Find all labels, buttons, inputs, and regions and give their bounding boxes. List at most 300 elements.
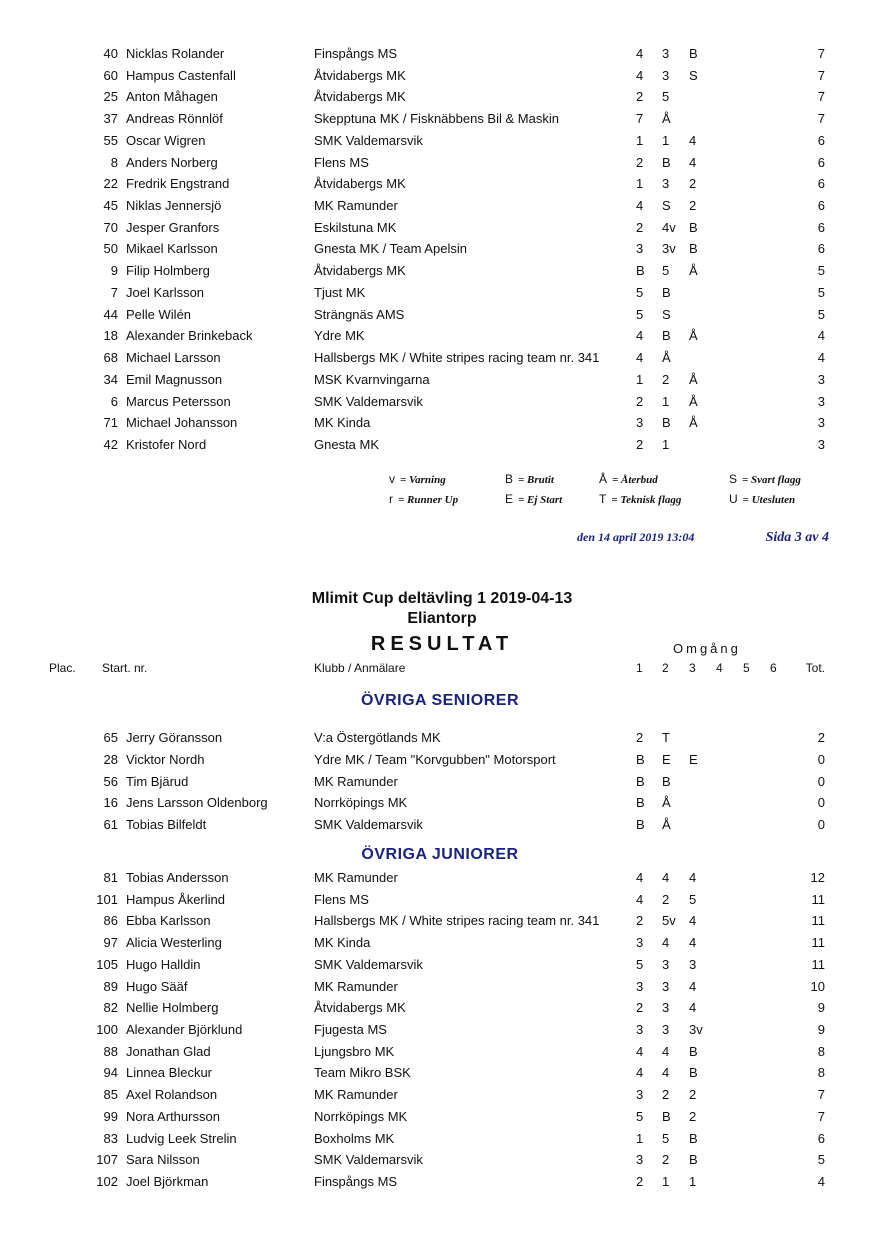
round-1-result: 2 <box>636 730 644 745</box>
legend-item <box>729 492 795 506</box>
round-2-result: B <box>662 1108 671 1124</box>
round-1-result: 7 <box>636 111 644 127</box>
round-3-result: B <box>689 46 698 61</box>
round-3-result: 2 <box>689 1087 697 1103</box>
round-2-result: 1 <box>662 132 670 148</box>
round-1-result: 3 <box>636 1087 644 1103</box>
footer-page-number: Sida 3 av 4 <box>765 530 829 545</box>
total-points: 11 <box>811 913 825 929</box>
club-name: SMK Valdemarsvik <box>314 1152 423 1168</box>
round-2-result: 1 <box>662 436 670 452</box>
table-row <box>0 68 880 88</box>
table-row <box>0 46 880 66</box>
table-row <box>0 307 880 327</box>
event-venue: Eliantorp <box>407 610 477 627</box>
round-2-result: 2 <box>662 371 670 387</box>
round-1-result: 3 <box>636 935 644 951</box>
col-round-6: 6 <box>770 661 777 675</box>
round-2-result: Å <box>662 350 671 366</box>
driver-name: Emil Magnusson <box>126 371 223 387</box>
legend-value: = Runner Up <box>398 494 459 506</box>
total-points: 6 <box>817 198 825 214</box>
round-2-result: 1 <box>662 393 670 409</box>
total-points: 5 <box>817 1152 825 1168</box>
driver-name: Jonathan Glad <box>126 1043 211 1059</box>
club-name: MK Ramunder <box>314 870 398 885</box>
total-points: 3 <box>817 436 825 452</box>
start-number: 88 <box>103 1043 118 1059</box>
round-3-result: 4 <box>689 913 697 929</box>
legend-value: = Ej Start <box>518 494 563 506</box>
club-name: Ydre MK / Team "Korvgubben" Motorsport <box>314 751 556 767</box>
total-points: 9 <box>817 1000 825 1016</box>
legend-value: = Varning <box>400 474 446 486</box>
legend-item <box>599 492 681 506</box>
club-name: MK Kinda <box>314 415 371 431</box>
legend-item <box>505 472 554 486</box>
round-2-result: B <box>662 284 671 300</box>
table-row <box>0 1152 880 1172</box>
club-name: Strängnäs AMS <box>314 306 405 322</box>
legend-key: U <box>729 492 738 506</box>
driver-name: Pelle Wilén <box>126 306 192 322</box>
total-points: 7 <box>817 46 825 61</box>
club-name: SMK Valdemarsvik <box>314 132 423 148</box>
driver-name: Anton Måhagen <box>126 89 218 105</box>
legend-key: Å <box>599 472 608 486</box>
table-row <box>0 1000 880 1020</box>
club-name: Åtvidabergs MK <box>314 263 406 279</box>
total-points: 0 <box>817 795 825 811</box>
club-name: MK Ramunder <box>314 1087 398 1103</box>
round-2-result: Å <box>662 111 671 127</box>
total-points: 5 <box>817 306 825 322</box>
driver-name: Hugo Halldin <box>126 956 201 972</box>
legend-value: = Utesluten <box>742 494 796 506</box>
table-row <box>0 89 880 109</box>
club-name: Flens MS <box>314 891 369 907</box>
total-points: 7 <box>817 1108 825 1124</box>
col-start-nr: Start. nr. <box>102 661 148 675</box>
start-number: 97 <box>103 935 118 951</box>
round-2-result: 4 <box>662 1065 670 1081</box>
section-title-juniorer: ÖVRIGA JUNIORER <box>361 846 519 863</box>
driver-name: Tobias Andersson <box>126 870 229 885</box>
legend-key: E <box>505 492 514 506</box>
round-2-result: S <box>662 306 671 322</box>
club-name: SMK Valdemarsvik <box>314 956 423 972</box>
round-2-result: B <box>662 154 671 170</box>
driver-name: Alexander Björklund <box>126 1022 243 1038</box>
legend-key: B <box>505 472 514 486</box>
round-3-result: B <box>689 1130 698 1146</box>
round-2-result: 3 <box>662 67 670 83</box>
round-1-result: B <box>636 773 645 789</box>
total-points: 12 <box>810 870 825 885</box>
start-number: 100 <box>96 1022 118 1038</box>
round-3-result: 1 <box>689 1174 697 1190</box>
start-number: 60 <box>103 67 118 83</box>
club-name: SMK Valdemarsvik <box>314 817 423 832</box>
round-1-result: 1 <box>636 1130 644 1146</box>
table-row <box>0 795 880 815</box>
round-1-result: 2 <box>636 219 644 235</box>
round-3-result: Å <box>689 328 698 344</box>
round-2-result: E <box>662 751 671 767</box>
start-number: 8 <box>110 154 118 170</box>
round-1-result: 3 <box>636 241 644 257</box>
table-row <box>0 263 880 283</box>
round-1-result: 2 <box>636 393 644 409</box>
total-points: 3 <box>817 393 825 409</box>
club-name: Flens MS <box>314 154 369 170</box>
legend-value: = Teknisk flagg <box>611 494 682 506</box>
table-row <box>0 1022 880 1042</box>
round-1-result: 2 <box>636 913 644 929</box>
round-2-result: 2 <box>662 891 670 907</box>
legend-item <box>729 472 801 486</box>
round-2-result: 3 <box>662 956 670 972</box>
driver-name: Niklas Jennersjö <box>126 198 222 214</box>
total-points: 2 <box>817 730 825 745</box>
start-number: 34 <box>103 371 118 387</box>
table-row <box>0 817 880 837</box>
result-heading: RESULTAT <box>370 633 514 655</box>
table-row <box>0 752 880 772</box>
total-points: 4 <box>817 350 825 366</box>
event-title: Mlimit Cup deltävling 1 2019-04-13 <box>311 590 573 607</box>
total-points: 6 <box>817 1130 825 1146</box>
table-row <box>0 372 880 392</box>
club-name: Finspångs MS <box>314 46 398 61</box>
table-row <box>0 957 880 977</box>
col-round-3: 3 <box>689 661 696 675</box>
start-number: 81 <box>103 870 118 885</box>
club-name: Åtvidabergs MK <box>314 176 406 192</box>
round-2-result: 2 <box>662 1087 670 1103</box>
start-number: 83 <box>103 1130 118 1146</box>
legend-key: T <box>599 492 607 506</box>
round-3-result: 4 <box>689 978 697 994</box>
club-name: Åtvidabergs MK <box>314 89 406 105</box>
round-1-result: 4 <box>636 46 644 61</box>
table-row <box>0 437 880 457</box>
round-2-result: B <box>662 773 671 789</box>
total-points: 3 <box>817 415 825 431</box>
total-points: 6 <box>817 176 825 192</box>
start-number: 7 <box>110 284 118 300</box>
driver-name: Oscar Wigren <box>126 132 206 148</box>
total-points: 4 <box>817 1174 825 1190</box>
round-1-result: 3 <box>636 1152 644 1168</box>
footer-date: den 14 april 2019 13:04 <box>577 530 695 544</box>
club-name: Norrköpings MK <box>314 1108 408 1124</box>
round-3-result: S <box>689 67 698 83</box>
total-points: 7 <box>817 89 825 105</box>
total-points: 6 <box>817 132 825 148</box>
start-number: 102 <box>96 1174 118 1190</box>
round-2-result: B <box>662 328 671 344</box>
round-3-result: B <box>689 219 698 235</box>
driver-name: Ebba Karlsson <box>126 913 211 929</box>
total-points: 0 <box>817 817 825 832</box>
club-name: Team Mikro BSK <box>314 1065 411 1081</box>
table-row <box>0 1131 880 1151</box>
round-2-result: 5 <box>662 1130 670 1146</box>
total-points: 7 <box>817 1087 825 1103</box>
round-1-result: 5 <box>636 1108 644 1124</box>
driver-name: Hugo Sääf <box>126 978 188 994</box>
total-points: 6 <box>817 219 825 235</box>
driver-name: Alicia Westerling <box>126 935 222 951</box>
round-2-result: Å <box>662 817 671 832</box>
round-1-result: B <box>636 795 645 811</box>
table-row <box>0 350 880 370</box>
club-name: Eskilstuna MK <box>314 219 397 235</box>
club-name: Ydre MK <box>314 328 365 344</box>
table-row <box>0 394 880 414</box>
round-1-result: 2 <box>636 1000 644 1016</box>
table-row <box>0 241 880 261</box>
round-3-result: Å <box>689 393 698 409</box>
driver-name: Fredrik Engstrand <box>126 176 230 192</box>
round-1-result: B <box>636 263 645 279</box>
round-2-result: T <box>662 730 670 745</box>
driver-name: Alexander Brinkeback <box>126 328 253 344</box>
total-points: 5 <box>817 263 825 279</box>
table-row <box>0 892 880 912</box>
round-3-result: B <box>689 1065 698 1081</box>
driver-name: Nellie Holmberg <box>126 1000 219 1016</box>
club-name: MSK Kvarnvingarna <box>314 371 430 387</box>
legend-value: = Brutit <box>518 474 554 486</box>
driver-name: Mikael Karlsson <box>126 241 218 257</box>
total-points: 11 <box>811 956 825 972</box>
round-3-result: 4 <box>689 935 697 951</box>
round-1-result: 5 <box>636 956 644 972</box>
round-3-result: B <box>689 241 698 257</box>
club-name: MK Ramunder <box>314 198 398 214</box>
legend-key: v <box>389 472 395 486</box>
round-3-result: Å <box>689 415 698 431</box>
round-3-result: 3 <box>689 956 697 972</box>
total-points: 5 <box>817 284 825 300</box>
start-number: 42 <box>103 436 118 452</box>
start-number: 6 <box>110 393 118 409</box>
table-row <box>0 1109 880 1129</box>
round-1-result: 3 <box>636 1022 644 1038</box>
driver-name: Andreas Rönnlöf <box>126 111 223 127</box>
total-points: 3 <box>817 371 825 387</box>
round-3-result: 4 <box>689 1000 697 1016</box>
round-1-result: 3 <box>636 415 644 431</box>
col-plac: Plac. <box>49 661 76 675</box>
table-row <box>0 913 880 933</box>
total-points: 6 <box>817 154 825 170</box>
round-1-result: 4 <box>636 891 644 907</box>
driver-name: Joel Karlsson <box>126 284 205 300</box>
table-row <box>0 155 880 175</box>
round-1-result: 5 <box>636 284 644 300</box>
round-2-result: 3 <box>662 46 670 61</box>
round-2-result: 5v <box>662 913 676 929</box>
club-name: Skepptuna MK / Fisknäbbens Bil & Maskin <box>314 111 559 127</box>
round-2-result: 3 <box>662 176 670 192</box>
round-3-result: B <box>689 1152 698 1168</box>
col-round-4: 4 <box>716 661 723 675</box>
round-2-result: 4 <box>662 935 670 951</box>
round-3-result: 2 <box>689 198 697 214</box>
start-number: 85 <box>103 1087 118 1103</box>
club-name: Norrköpings MK <box>314 795 408 811</box>
start-number: 94 <box>103 1065 118 1081</box>
section-title-seniorer: ÖVRIGA SENIORER <box>360 692 520 709</box>
start-number: 55 <box>103 132 118 148</box>
total-points: 4 <box>817 328 825 344</box>
table-row <box>0 870 880 890</box>
col-round-2: 2 <box>662 661 669 675</box>
start-number: 28 <box>103 751 118 767</box>
round-2-result: 4v <box>662 219 676 235</box>
round-1-result: B <box>636 751 645 767</box>
driver-name: Nicklas Rolander <box>126 46 225 61</box>
driver-name: Linnea Bleckur <box>126 1065 212 1081</box>
driver-name: Tobias Bilfeldt <box>126 817 207 832</box>
start-number: 107 <box>96 1152 118 1168</box>
round-1-result: 4 <box>636 198 644 214</box>
start-number: 40 <box>103 46 118 61</box>
round-3-result: 2 <box>689 1108 697 1124</box>
club-name: Åtvidabergs MK <box>314 1000 406 1016</box>
start-number: 22 <box>103 176 118 192</box>
total-points: 9 <box>817 1022 825 1038</box>
round-1-result: 4 <box>636 1043 644 1059</box>
round-2-result: 4 <box>662 870 670 885</box>
round-3-result: B <box>689 1043 698 1059</box>
round-1-result: B <box>636 817 645 832</box>
total-points: 7 <box>817 67 825 83</box>
club-name: MK Ramunder <box>314 773 398 789</box>
table-row <box>0 176 880 196</box>
round-2-result: S <box>662 198 671 214</box>
col-total: Tot. <box>805 661 825 675</box>
legend-value: = Svart flagg <box>742 474 801 486</box>
total-points: 8 <box>817 1043 825 1059</box>
round-3-result: 4 <box>689 132 697 148</box>
table-row <box>0 133 880 153</box>
round-3-result: 4 <box>689 870 697 885</box>
driver-name: Hampus Castenfall <box>126 67 236 83</box>
driver-name: Michael Johansson <box>126 415 238 431</box>
club-name: MK Kinda <box>314 935 371 951</box>
start-number: 45 <box>103 198 118 214</box>
total-points: 0 <box>817 751 825 767</box>
round-2-result: 5 <box>662 89 670 105</box>
start-number: 68 <box>103 350 118 366</box>
start-number: 37 <box>103 111 118 127</box>
round-1-result: 2 <box>636 1174 644 1190</box>
start-number: 82 <box>103 1000 118 1016</box>
total-points: 7 <box>817 111 825 127</box>
start-number: 18 <box>103 328 118 344</box>
club-name: SMK Valdemarsvik <box>314 393 423 409</box>
club-name: Åtvidabergs MK <box>314 67 406 83</box>
table-row <box>0 198 880 218</box>
legend-item <box>505 492 562 506</box>
driver-name: Jesper Granfors <box>126 219 220 235</box>
start-number: 99 <box>103 1108 118 1124</box>
driver-name: Jerry Göransson <box>126 730 223 745</box>
legend-item <box>389 472 446 486</box>
total-points: 0 <box>817 773 825 789</box>
round-heading: Omgång <box>673 641 741 656</box>
round-3-result: 5 <box>689 891 697 907</box>
legend-key: S <box>729 472 738 486</box>
driver-name: Ludvig Leek Strelin <box>126 1130 237 1146</box>
start-number: 50 <box>103 241 118 257</box>
table-row <box>0 328 880 348</box>
club-name: V:a Östergötlands MK <box>314 730 441 745</box>
club-name: Hallsbergs MK / White stripes racing team nr. 341 <box>314 913 600 929</box>
round-3-result: 3v <box>689 1022 703 1038</box>
club-name: Finspångs MS <box>314 1174 398 1190</box>
round-1-result: 3 <box>636 978 644 994</box>
round-3-result: Å <box>689 371 698 387</box>
round-2-result: 3v <box>662 241 676 257</box>
table-row <box>0 730 880 750</box>
start-number: 61 <box>103 817 118 832</box>
driver-name: Marcus Petersson <box>126 393 231 409</box>
round-3-result: E <box>689 751 698 767</box>
driver-name: Michael Larsson <box>126 350 221 366</box>
start-number: 71 <box>103 415 118 431</box>
table-row <box>0 979 880 999</box>
round-2-result: 5 <box>662 263 670 279</box>
round-1-result: 4 <box>636 1065 644 1081</box>
table-row <box>0 1065 880 1085</box>
table-row <box>0 111 880 131</box>
driver-name: Joel Björkman <box>126 1174 209 1190</box>
col-club: Klubb / Anmälare <box>314 661 406 675</box>
col-round-5: 5 <box>743 661 750 675</box>
table-row <box>0 1044 880 1064</box>
club-name: Hallsbergs MK / White stripes racing team nr. 341 <box>314 350 600 366</box>
table-row <box>0 1174 880 1194</box>
driver-name: Kristofer Nord <box>126 436 207 452</box>
driver-name: Nora Arthursson <box>126 1108 220 1124</box>
column-header <box>0 661 880 679</box>
round-1-result: 1 <box>636 132 644 148</box>
round-2-result: 3 <box>662 1022 670 1038</box>
total-points: 8 <box>817 1065 825 1081</box>
round-1-result: 1 <box>636 371 644 387</box>
club-name: Boxholms MK <box>314 1130 395 1146</box>
round-2-result: 3 <box>662 978 670 994</box>
table-row <box>0 285 880 305</box>
start-number: 16 <box>103 795 118 811</box>
club-name: Gnesta MK <box>314 436 380 452</box>
round-3-result: Å <box>689 263 698 279</box>
round-1-result: 4 <box>636 67 644 83</box>
round-1-result: 4 <box>636 870 644 885</box>
legend-item <box>389 492 458 506</box>
col-round-1: 1 <box>636 661 643 675</box>
driver-name: Anders Norberg <box>126 154 218 170</box>
driver-name: Vicktor Nordh <box>126 751 205 767</box>
start-number: 70 <box>103 219 118 235</box>
start-number: 105 <box>96 956 118 972</box>
start-number: 56 <box>103 773 118 789</box>
